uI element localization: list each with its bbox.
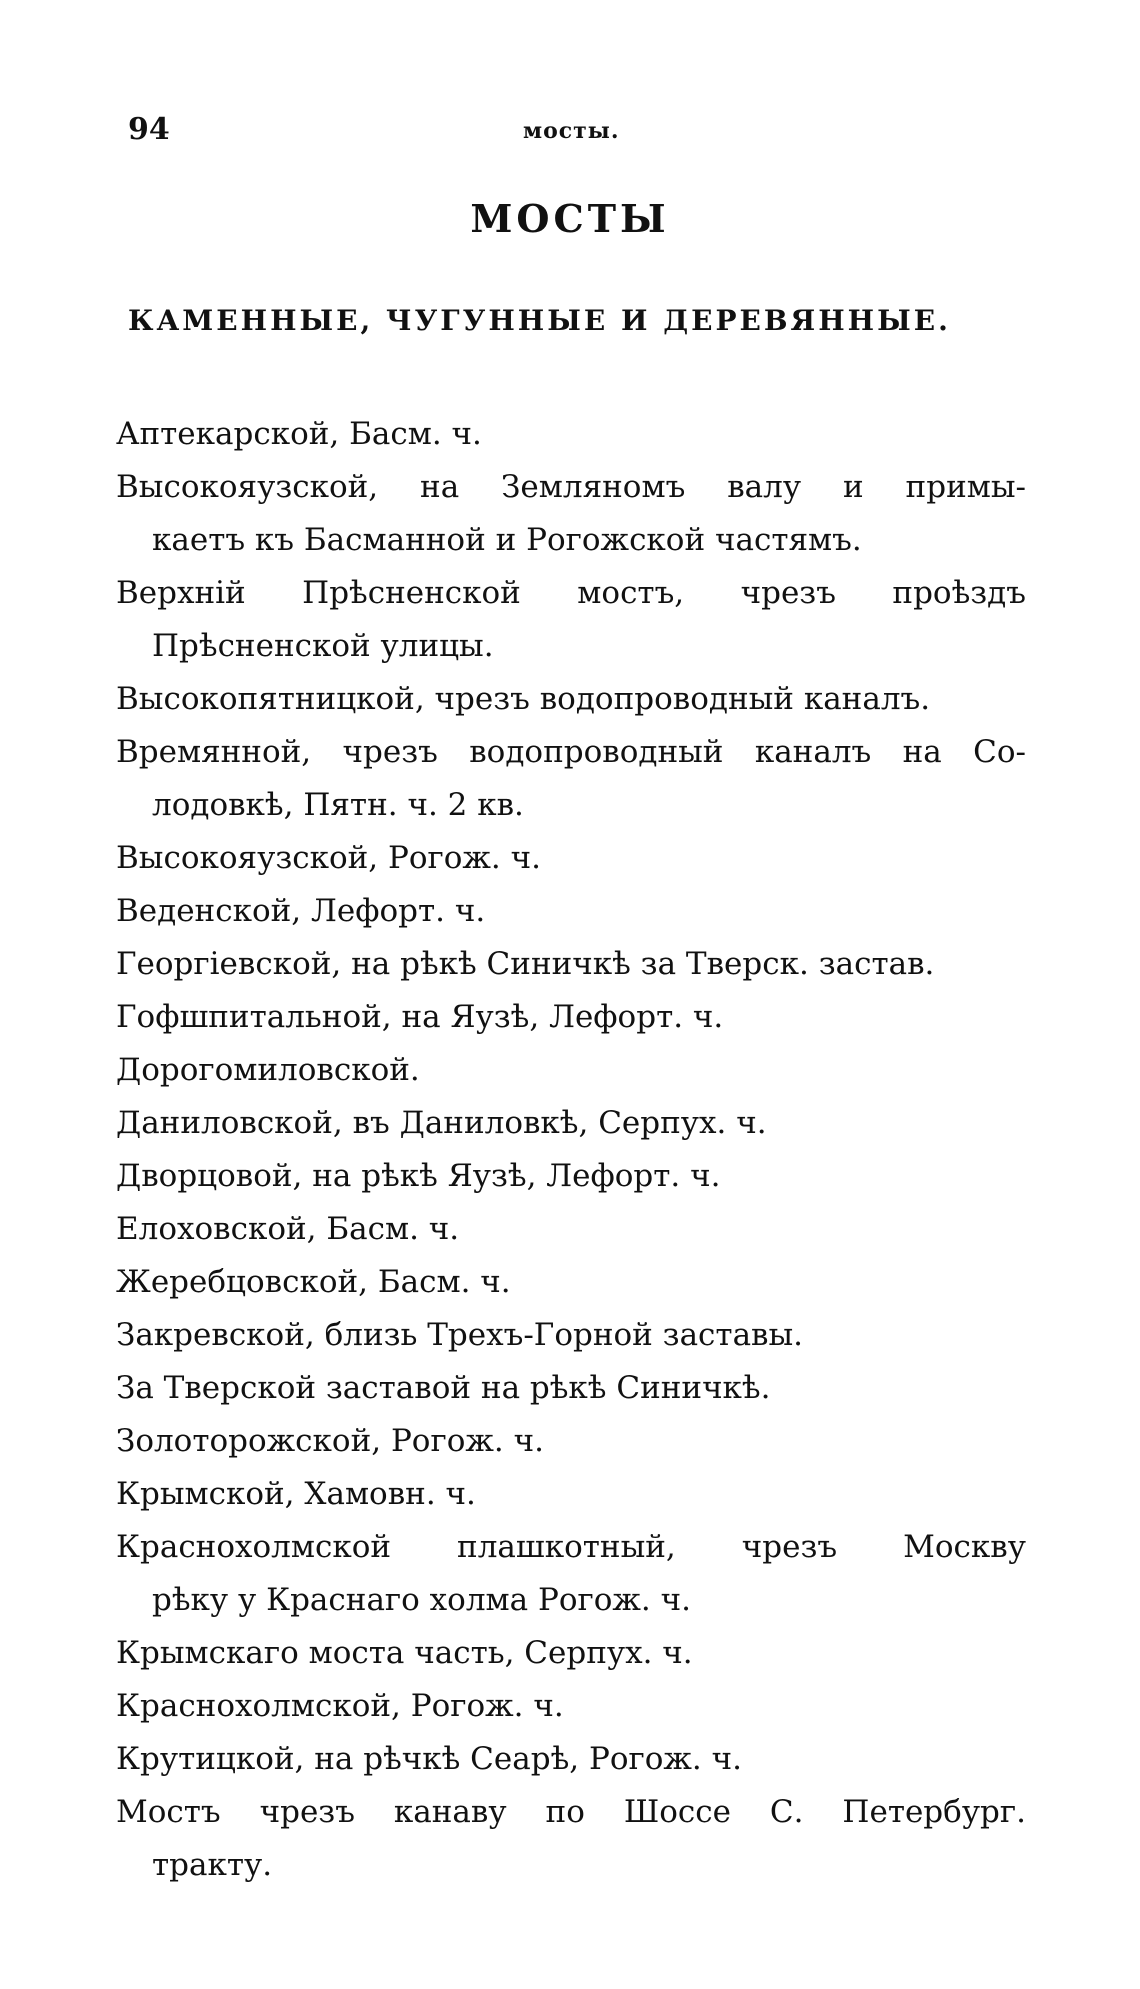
entry-line: Краснохолмской плашкотный, чрезъ Москву	[116, 1529, 1026, 1565]
list-item	[116, 991, 1026, 1044]
entry-line: Гофшпитальной, на Яузѣ, Лефорт. ч.	[116, 999, 724, 1035]
list-item	[116, 1097, 1026, 1150]
entry-line: Высокопятницкой, чрезъ водопроводный каналъ.	[116, 681, 931, 717]
list-item	[116, 1150, 1026, 1203]
list-item	[116, 885, 1026, 938]
list-item	[116, 1627, 1026, 1680]
entry-line: За Тверской заставой на рѣкѣ Синичкѣ.	[116, 1370, 771, 1406]
entry-line: Даниловской, въ Даниловкѣ, Серпух. ч.	[116, 1105, 767, 1141]
list-item	[116, 1415, 1026, 1468]
list-item	[116, 567, 1026, 673]
list-item	[116, 1786, 1026, 1892]
running-head	[128, 112, 628, 152]
entry-line: Времянной, чрезъ водопроводный каналъ на Со-	[116, 734, 1026, 770]
entry-line: Крымской, Хамовн. ч.	[116, 1476, 476, 1512]
entry-line: Жеребцовской, Басм. ч.	[116, 1264, 511, 1300]
list-item	[116, 1521, 1026, 1627]
list-item	[116, 1309, 1026, 1362]
entry-line: Высокояузской, Рогож. ч.	[116, 840, 541, 876]
entry-line: Верхній Прѣсненской мостъ, чрезъ проѣздъ	[116, 575, 1026, 611]
entry-line: Краснохолмской, Рогож. ч.	[116, 1688, 564, 1724]
entry-line: Георгіевской, на рѣкѣ Синичкѣ за Тверск. застав.	[116, 946, 935, 982]
entry-line: Высокояузской, на Земляномъ валу и примы-	[116, 469, 1026, 505]
entry-line: Мостъ чрезъ канаву по Шоссе С. Петербург.	[116, 1794, 1026, 1830]
entry-line: Крымскаго моста часть, Серпух. ч.	[116, 1635, 693, 1671]
list-item	[116, 1044, 1026, 1097]
list-item	[116, 726, 1026, 832]
section-subtitle: КАМЕННЫЕ, ЧУГУННЫЕ И ДЕРЕВЯННЫЕ.	[128, 304, 951, 337]
entry-line: Аптекарской, Басм. ч.	[116, 416, 482, 452]
list-item	[116, 461, 1026, 567]
entry-continuation-line: тракту.	[152, 1847, 273, 1883]
entry-line: Закревской, близь Трехъ-Горной заставы.	[116, 1317, 804, 1353]
entry-line: Дорогомиловской.	[116, 1052, 420, 1088]
list-item	[116, 1362, 1026, 1415]
running-title: мосты.	[523, 118, 620, 144]
list-item	[116, 1256, 1026, 1309]
entry-line: Золоторожской, Рогож. ч.	[116, 1423, 544, 1459]
entry-continuation-line: лодовкѣ, Пятн. ч. 2 кв.	[152, 787, 524, 823]
entry-line: Елоховской, Басм. ч.	[116, 1211, 460, 1247]
list-item	[116, 1733, 1026, 1786]
list-item	[116, 832, 1026, 885]
list-item	[116, 673, 1026, 726]
bridge-list	[116, 408, 1026, 1892]
entry-line: Веденской, Лефорт. ч.	[116, 893, 486, 929]
list-item	[116, 408, 1026, 461]
entry-line: Крутицкой, на рѣчкѣ Сеарѣ, Рогож. ч.	[116, 1741, 742, 1777]
entry-continuation-line: рѣку у Краснаго холма Рогож. ч.	[152, 1582, 691, 1618]
page-number: 94	[128, 112, 170, 147]
list-item	[116, 1680, 1026, 1733]
list-item	[116, 938, 1026, 991]
list-item	[116, 1468, 1026, 1521]
page-title: МОСТЫ	[470, 196, 670, 241]
entry-line: Дворцовой, на рѣкѣ Яузѣ, Лефорт. ч.	[116, 1158, 721, 1194]
entry-continuation-line: Прѣсненской улицы.	[152, 628, 494, 664]
entry-continuation-line: каетъ къ Басманной и Рогожской частямъ.	[152, 522, 862, 558]
list-item	[116, 1203, 1026, 1256]
